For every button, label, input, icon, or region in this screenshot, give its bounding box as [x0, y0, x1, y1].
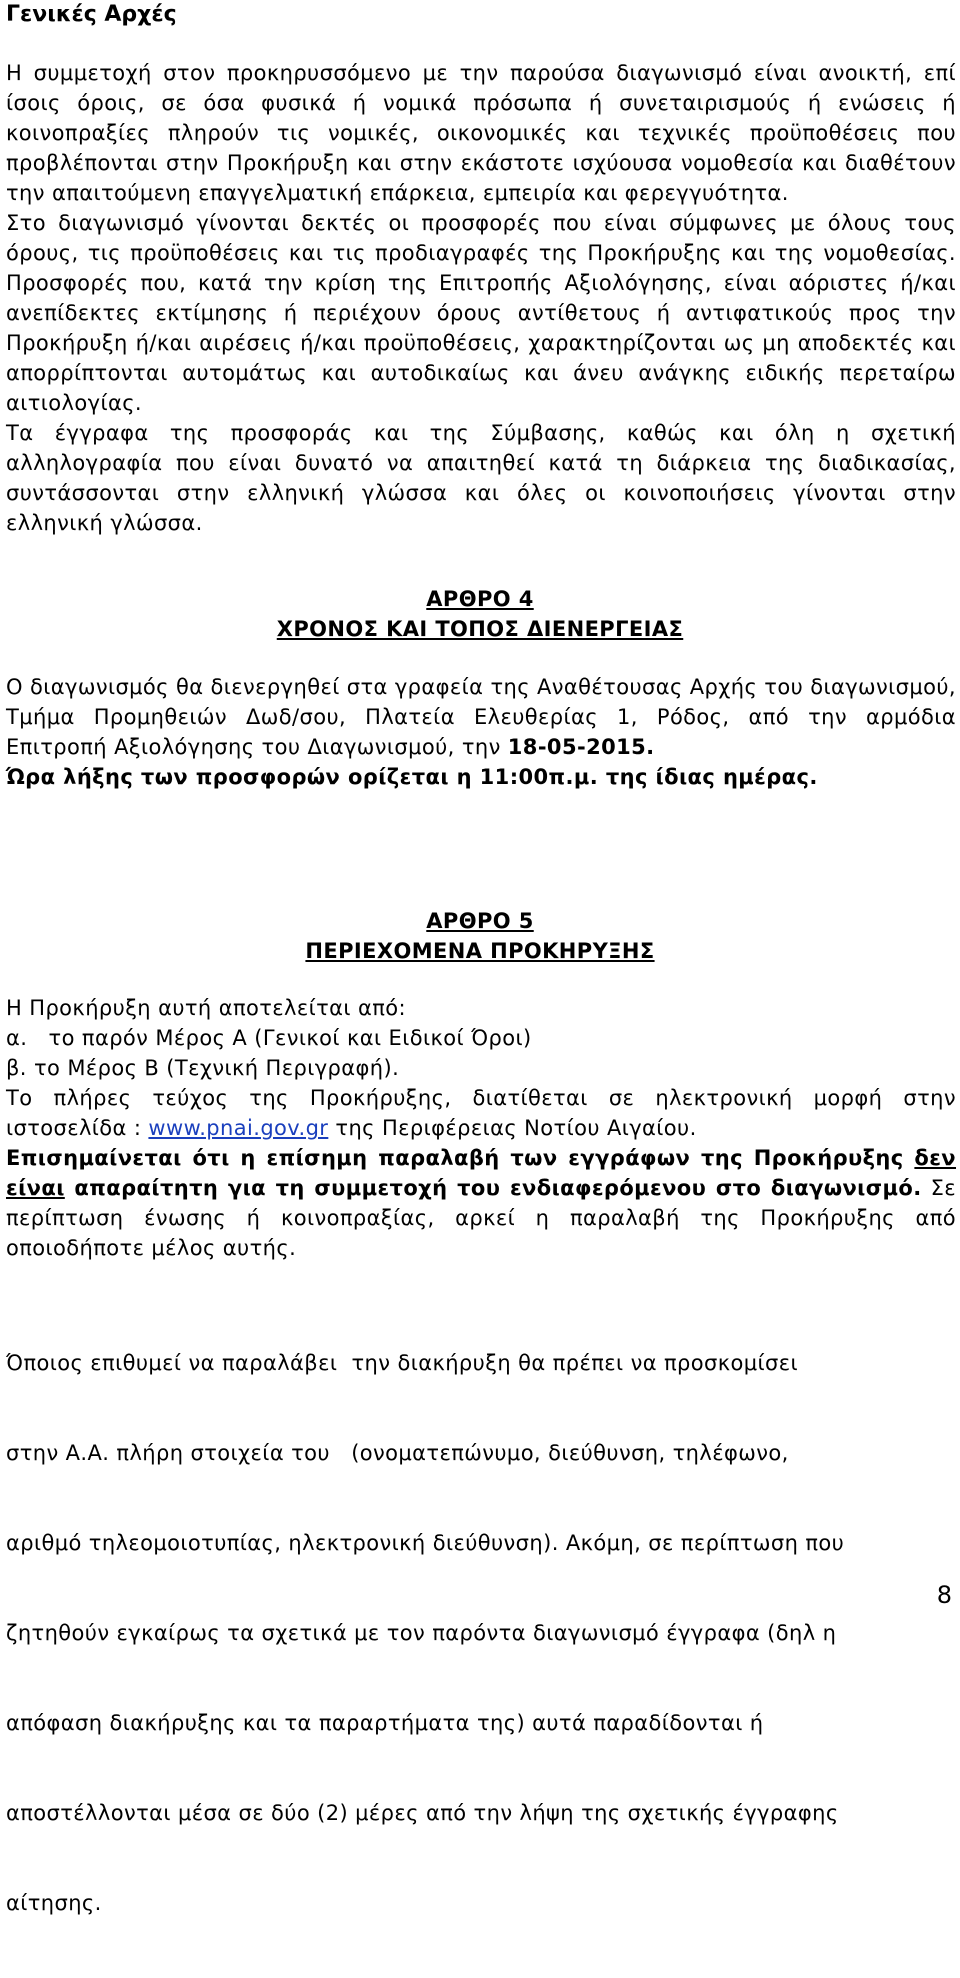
language-paragraph: Τα έγγραφα της προσφοράς και της Σύμβασης, καθώς και όλη η σχετική αλληλογραφία που είναι δυνατό να απαιτηθεί κατά τη διάρκεια της διαδικασίας, συντάσσονται στην ελληνική γλώσσα και όλες οι κοινοποιήσεις γίνονται στην ελληνική γλώσσα.	[6, 421, 956, 535]
closing-line: αίτησης.	[6, 1891, 102, 1915]
consortium-note: Σε περίπτωση ένωσης ή κοινοπραξίας, αρκεί η παραλαβή της Προκήρυξης από οποιοδήποτε μέλος αυτής.	[6, 1176, 956, 1260]
participation-paragraph: Η συμμετοχή στον προκηρυσσόμενο με την παρούσα διαγωνισμό είναι ανοικτή, επί ίσοις όροις, σε όσα φυσικά ή νομικά πρόσωπα ή συνεταιρισμούς ή ενώσεις ή κοινοπραξίες πληρούν τις νομικές, οικονομικές και τεχνικές προϋποθέσεις που προβλέπονται στην Προκήρυξη και στην εκάστοτε ισχύουσα νομοθεσία και διαθέτουν την απαιτούμενη επαγγελματική επάρκεια, εμπειρία και φερεγγυότητα.	[6, 61, 956, 205]
website-link[interactable]: www.pnai.gov.gr	[148, 1116, 329, 1140]
article-5-body	[6, 993, 956, 1263]
article-5-item-b: β. το Μέρος Β (Τεχνική Περιγραφή).	[6, 1056, 400, 1080]
article-4-deadline: Ώρα λήξης των προσφορών ορίζεται η 11:00π.μ. της ίδιας ημέρας.	[6, 765, 818, 789]
article-5-title: ΠΕΡΙΕΧΟΜΕΝΑ ΠΡΟΚΗΡΥΞΗΣ	[305, 939, 655, 963]
article-5-number: ΑΡΘΡΟ 5	[426, 909, 534, 933]
closing-line: αποστέλλονται μέσα σε δύο (2) μέρες από την λήψη της σχετικής έγγραφης	[6, 1801, 839, 1825]
closing-line: ζητηθούν εγκαίρως τα σχετικά με τον παρόντα διαγωνισμό έγγραφα (δηλ η	[6, 1621, 837, 1645]
article-4-date: 18-05-2015.	[507, 735, 655, 759]
article-4-title: ΧΡΟΝΟΣ ΚΑΙ ΤΟΠΟΣ ΔΙΕΝΕΡΓΕΙΑΣ	[276, 617, 684, 641]
article-5-item-a: α. το παρόν Μέρος Α (Γενικοί και Ειδικοί Όροι)	[6, 1026, 532, 1050]
general-principles	[6, 58, 956, 538]
closing-line: αριθμό τηλεομοιοτυπίας, ηλεκτρονική διεύθυνση). Ακόμη, σε περίπτωση που	[6, 1531, 845, 1555]
page-number: 8	[936, 1581, 952, 1609]
section-heading: Γενικές Αρχές	[6, 2, 177, 27]
not-required-phrase: δεν είναι	[6, 1146, 956, 1200]
article-4-body	[6, 672, 956, 792]
acceptance-paragraph: Στο διαγωνισμό γίνονται δεκτές οι προσφορές που είναι σύμφωνες με όλους τους όρους, τις προϋποθέσεις και τις προδιαγραφές της Προκήρυξης και της νομοθεσίας. Προσφορές που, κατά την κρίση της Επιτροπής Αξιολόγησης, είναι αόριστες ή/και ανεπίδεκτες εκτίμησης ή περιέχουν όρους αντίθετους ή αντιφατικούς προς την Προκήρυξη ή/και αιρέσεις ή/και προϋποθέσεις, χαρακτηρίζονται ως μη αποδεκτές και απορρίπτονται αυτομάτως και αυτοδικαίως και άνευ ανάγκης ειδικής περεταίρω αιτιολογίας.	[6, 211, 956, 415]
article-4-text	[6, 672, 956, 762]
article-5-closing	[6, 1288, 956, 1978]
closing-line: απόφαση διακήρυξης και τα παραρτήματα της) αυτά παραδίδονται ή	[6, 1711, 764, 1735]
closing-line: Όποιος επιθυμεί να παραλάβει την διακήρυξη θα πρέπει να προσκομίσει	[6, 1351, 799, 1375]
article-4-number: ΑΡΘΡΟ 4	[426, 587, 534, 611]
article-5-emphasis: Επισημαίνεται ότι η επίσημη παραλαβή των εγγράφων της Προκήρυξης δεν είναι απαραίτητη για τη συμμετοχή του ενδιαφερόμενου στο διαγωνισμό. Σε περίπτωση ένωσης ή κοινοπραξίας, αρκεί η παραλαβή της Προκήρυξης από οποιοδήποτε μέλος αυτής.	[6, 1146, 956, 1260]
article-4-location-text: Ο διαγωνισμός θα διενεργηθεί στα γραφεία της Αναθέτουσας Αρχής του διαγωνισμού, Τμήμα Προμηθειών Δωδ/σου, Πλατεία Ελευθερίας 1, Ρόδος, από την αρμόδια Επιτροπή Αξιολόγησης του Διαγωνισμού, την	[6, 675, 957, 759]
article-5-intro: Η Προκήρυξη αυτή αποτελείται από:	[6, 996, 407, 1020]
article-5-availability: Το πλήρες τεύχος της Προκήρυξης, διατίθεται σε ηλεκτρονική μορφή στην ιστοσελίδα : www.pnai.gov.gr της Περιφέρειας Νοτίου Αιγαίου.	[6, 1086, 956, 1140]
closing-line: στην Α.Α. πλήρη στοιχεία του (ονοματεπώνυμο, διεύθυνση, τηλέφωνο,	[6, 1441, 789, 1465]
